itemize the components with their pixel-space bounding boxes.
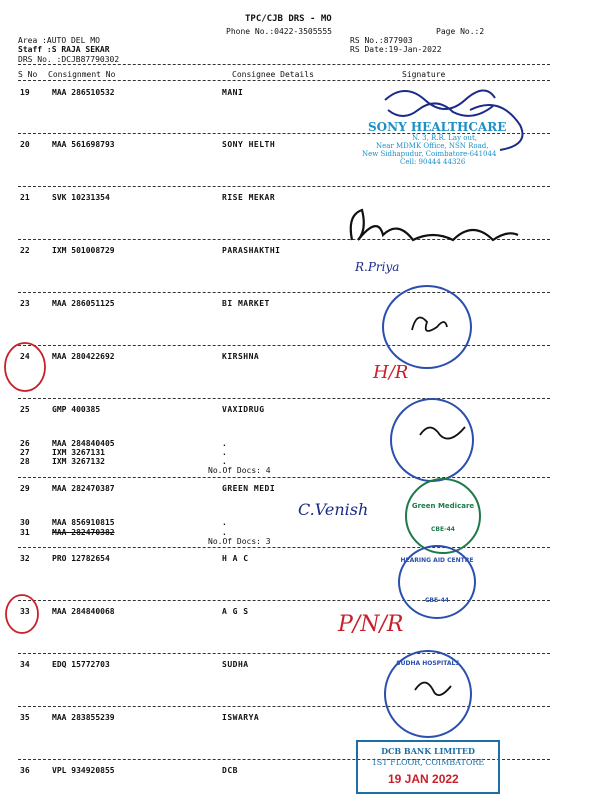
round-stamp <box>382 285 472 369</box>
stamp-line: New Sidhapudur, Coimbatore-641044 <box>362 150 497 158</box>
handwritten-note-hr: H/R <box>373 362 409 383</box>
staff-label: Staff :S RAJA SEKAR <box>18 45 110 54</box>
stamp-line: Near MDMK Office, NSN Road, <box>376 142 489 150</box>
row-consignment: IXM 501008729 <box>52 246 115 255</box>
row-consignment: GMP 400385 <box>52 405 101 414</box>
row-consignment: MAA 282470387 <box>52 484 115 493</box>
row-consignee: VAXIDRUG <box>222 405 265 414</box>
row-consignment: IXM 3267132 <box>52 457 105 466</box>
sudha-stamp <box>384 650 472 738</box>
handwritten-signature: C.Venish <box>298 500 369 519</box>
stamp-line: CBE-44 <box>425 597 449 604</box>
stamp-line: N. 3, R.R. Lay out, <box>412 134 478 142</box>
row-sno: 28 <box>20 457 30 466</box>
row-consignee: H A C <box>222 554 249 563</box>
col-sno: S No <box>18 70 38 79</box>
green-medicare-stamp <box>405 478 481 554</box>
row-sno: 35 <box>20 713 30 722</box>
rs-number: RS No.:877903 <box>350 36 413 45</box>
stamp-line: SUDHA HOSPITALS <box>396 660 460 667</box>
row-consignee: ISWARYA <box>222 713 260 722</box>
row-sno: 25 <box>20 405 30 414</box>
docs-count-note: No.Of Docs: 3 <box>208 537 271 546</box>
row-sno: 24 <box>20 352 30 361</box>
row-sno: 26 <box>20 439 30 448</box>
hearing-aid-stamp <box>398 545 476 619</box>
handwritten-signature: R.Priya <box>355 260 400 274</box>
row-consignee: . <box>222 439 228 448</box>
row-sno: 19 <box>20 88 30 97</box>
round-stamp <box>390 398 474 482</box>
row-consignment: EDQ 15772703 <box>52 660 110 669</box>
row-consignee: GREEN MEDI <box>222 484 276 493</box>
row-sno: 31 <box>20 528 30 537</box>
report-title: TPC/CJB DRS - MO <box>245 14 332 24</box>
row-consignment: MAA 286510532 <box>52 88 115 97</box>
row-consignment: VPL 934920855 <box>52 766 115 775</box>
col-consignment: Consignment No <box>48 70 116 79</box>
row-consignment: MAA 561698793 <box>52 140 115 149</box>
area-label: Area :AUTO DEL MO <box>18 36 100 45</box>
row-sno: 33 <box>20 607 30 616</box>
rs-date: RS Date:19-Jan-2022 <box>350 45 442 54</box>
row-consignment: MAA 283855239 <box>52 713 115 722</box>
row-consignee: . <box>222 518 228 527</box>
row-sno: 22 <box>20 246 30 255</box>
stamp-line: DCB BANK LIMITED <box>381 746 475 756</box>
row-consignment: MAA 856910815 <box>52 518 115 527</box>
row-consignment: MAA 286051125 <box>52 299 115 308</box>
row-sno: 29 <box>20 484 30 493</box>
drs-number: DRS No. :DCJB87790302 <box>18 55 120 64</box>
row-consignee: . <box>222 528 228 537</box>
sony-stamp <box>360 120 530 184</box>
row-consignment: MAA 284840068 <box>52 607 115 616</box>
row-consignment: SVK 10231354 <box>52 193 110 202</box>
stamp-line: Cell: 90444 44326 <box>400 158 466 166</box>
row-consignee: SUDHA <box>222 660 249 669</box>
stamp-line: Green Medicare <box>411 502 475 510</box>
row-consignee: . <box>222 448 228 457</box>
row-sno: 32 <box>20 554 30 563</box>
row-sno: 30 <box>20 518 30 527</box>
row-consignee: MANI <box>222 88 244 97</box>
date-stamp: 19 JAN 2022 <box>388 772 459 786</box>
row-consignee: DCB <box>222 766 238 775</box>
row-consignee: KIRSHNA <box>222 352 260 361</box>
row-consignee: A G S <box>222 607 249 616</box>
row-sno: 23 <box>20 299 30 308</box>
stamp-line: HEARING AID CENTRE <box>400 557 474 564</box>
row-consignment: IXM 3267131 <box>52 448 105 457</box>
row-sno: 27 <box>20 448 30 457</box>
row-sno: 20 <box>20 140 30 149</box>
docs-count-note: No.Of Docs: 4 <box>208 466 271 475</box>
row-consignee: . <box>222 457 228 466</box>
row-consignee: RISE MEKAR <box>222 193 276 202</box>
row-sno: 21 <box>20 193 30 202</box>
row-consignee: BI MARKET <box>222 299 270 308</box>
stamp-line: 1ST FLOOR, COIMBATORE <box>371 758 485 767</box>
stamp-line: SONY HEALTHCARE <box>368 120 507 134</box>
row-sno: 36 <box>20 766 30 775</box>
row-consignment: MAA 280422692 <box>52 352 115 361</box>
handwritten-note-pnr: P/N/R <box>338 612 404 637</box>
col-signature: Signature <box>402 70 446 79</box>
col-consignee: Consignee Details <box>232 70 314 79</box>
row-consignment: MAA 284840405 <box>52 439 115 448</box>
row-consignment: MAA 282470382 <box>52 528 115 537</box>
row-consignment: PRO 12782654 <box>52 554 110 563</box>
stamp-line: CBE-44 <box>431 526 455 533</box>
row-sno: 34 <box>20 660 30 669</box>
row-consignee: PARASHAKTHI <box>222 246 281 255</box>
row-consignee: SONY HELTH <box>222 140 276 149</box>
phone-number: Phone No.:0422-3505555 <box>226 27 332 36</box>
page-number: Page No.:2 <box>436 27 485 36</box>
